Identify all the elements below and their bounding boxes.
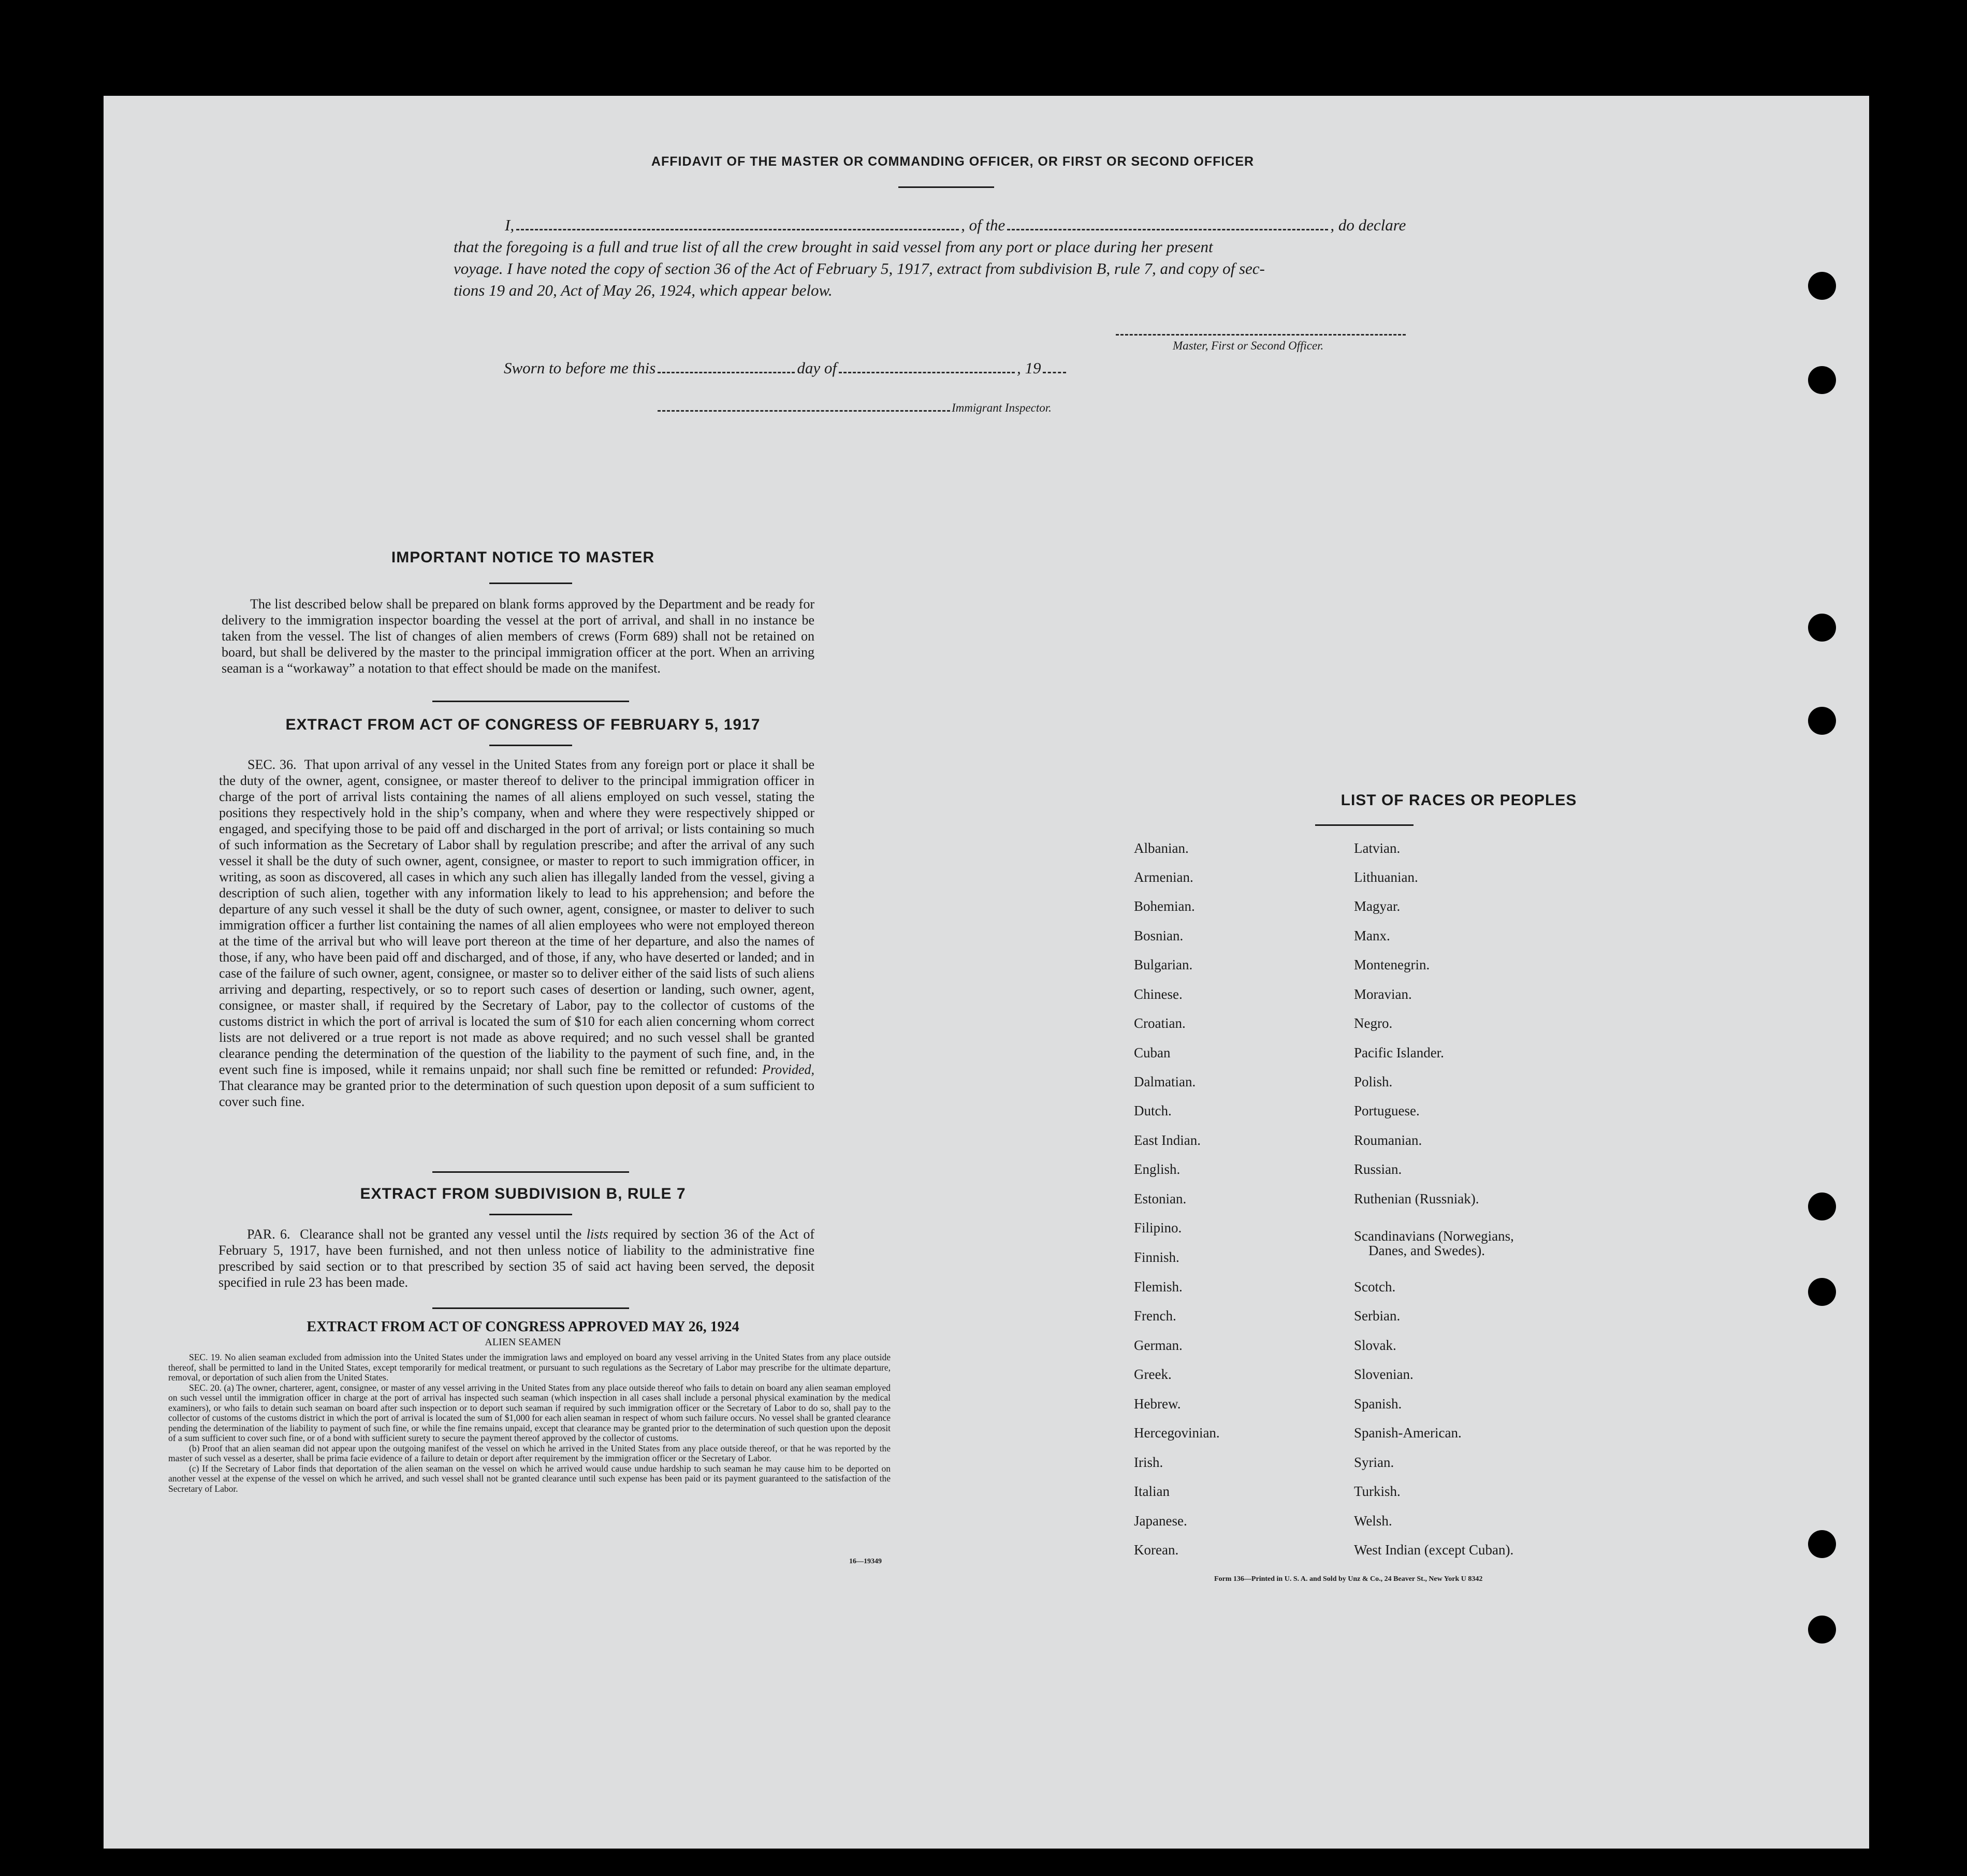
race-item: East Indian.	[1134, 1132, 1201, 1148]
provided-word: Provided,	[762, 1062, 814, 1077]
binder-hole	[1808, 1616, 1836, 1644]
affidavit-i: I,	[505, 216, 515, 234]
form-footer: Form 136—Printed in U. S. A. and Sold by Unz & Co., 24 Beaver St., New York U 8342	[1214, 1575, 1483, 1583]
notice-text	[222, 596, 814, 676]
race-item: Bohemian.	[1134, 898, 1195, 914]
sworn-day-blank[interactable]	[658, 372, 795, 373]
race-item: Latvian.	[1354, 840, 1401, 856]
race-item: Finnish.	[1134, 1249, 1179, 1265]
vessel-blank[interactable]	[1007, 229, 1328, 230]
race-item: Scotch.	[1354, 1279, 1396, 1295]
sworn-year-blank[interactable]	[1043, 372, 1066, 373]
race-item: Irish.	[1134, 1455, 1163, 1470]
race-item: Korean.	[1134, 1542, 1179, 1558]
races-title: LIST OF RACES OR PEOPLES	[1341, 792, 1577, 809]
race-item: Spanish-American.	[1354, 1425, 1462, 1441]
race-item: Bosnian.	[1134, 928, 1184, 943]
race-item: Italian	[1134, 1484, 1170, 1499]
race-item: Filipino.	[1134, 1220, 1182, 1235]
race-item: Spanish.	[1354, 1396, 1402, 1412]
race-item: Dutch.	[1134, 1103, 1172, 1118]
binder-hole	[1808, 1278, 1836, 1306]
inspector-signature-line[interactable]	[658, 410, 950, 412]
year-label: , 19	[1016, 359, 1041, 377]
race-item: Chinese.	[1134, 986, 1183, 1002]
extract-1924-title: EXTRACT FROM ACT OF CONGRESS APPROVED MAY 26, 1924	[307, 1319, 739, 1335]
day-of-label: day of	[797, 359, 837, 377]
officer-signature-line[interactable]	[1116, 334, 1406, 336]
race-item: Cuban	[1134, 1045, 1171, 1060]
race-item: Moravian.	[1354, 986, 1412, 1002]
race-item: Danes, and Swedes).	[1368, 1243, 1485, 1258]
affidavit-line2: that the foregoing is a full and true list of all the crew brought in said vessel from any port or place during her present	[454, 238, 1213, 256]
extract-1924-subtitle: ALIEN SEAMEN	[485, 1336, 561, 1348]
rule7-rule	[489, 1214, 572, 1215]
race-item: Polish.	[1354, 1074, 1393, 1089]
extract-1917-rule	[489, 745, 572, 746]
notice-text-body: The list described below shall be prepared on blank forms approved by the Department and be ready for delivery to the immigration inspector boarding the vessel at the port of arrival, and shall in no instance be taken from the vessel. The list of changes of alien members of crews (Form 689) shall not be retained on board, but shall be delivered by the master to the principal immigration officer at the port. When an arriving seaman is a “workaway” a notation to that effect should be made on the manifest.	[222, 597, 814, 676]
sec-20a-paragraph: SEC. 20. (a) The owner, charterer, agent, consignee, or master of any vessel arriving in the United States from any place outside thereof who fails to detain on board any alien seaman employed on such vessel until the immigration officer in charge at the port of arrival has inspected such seaman (which inspection in all cases shall include a personal physical examination by the medical examiners), or who fails to detain such seaman on board after such inspection or to deport such seaman if required by such immigration officer or the Secretary of Labor to do so, shall pay to the collector of customs of the customs district in which the port of arrival is located the sum of $1,000 for each alien seaman in respect of whom such failure occurs. No vessel shall be granted clearance pending the determination of the liability to payment of such fine, or while the fine remains unpaid, except that clearance may be granted prior to the determination of such question upon the deposit of a sum sufficient to cover such fine, or of a bond with sufficient surety to secure the payment thereof approved by the collector of customs.	[168, 1382, 891, 1443]
document-page	[104, 96, 1869, 1849]
race-item: Japanese.	[1134, 1513, 1187, 1529]
race-item: Armenian.	[1134, 869, 1193, 885]
notice-title: IMPORTANT NOTICE TO MASTER	[391, 549, 655, 566]
race-item: Bulgarian.	[1134, 957, 1193, 972]
extract-1917-text	[219, 757, 814, 1110]
race-item: Hercegovinian.	[1134, 1425, 1220, 1441]
race-item: Turkish.	[1354, 1484, 1401, 1499]
race-item: Slovenian.	[1354, 1366, 1414, 1382]
form-code: 16—19349	[849, 1558, 882, 1565]
race-item: Magyar.	[1354, 898, 1401, 914]
race-item: Ruthenian (Russniak).	[1354, 1191, 1479, 1206]
binder-hole	[1808, 366, 1836, 394]
affidavit-rule	[898, 186, 994, 188]
divider-2	[432, 1171, 629, 1173]
race-item: Portuguese.	[1354, 1103, 1420, 1118]
affidavit-line1	[505, 216, 1546, 235]
sec-36-body: That upon arrival of any vessel in the United States from any foreign port or place it shall be the duty of the owner, agent, consignee, or master thereof to deliver to the principal immigration officer in charge of the port of arrival lists containing the names of all aliens employed on such vessel, stating the positions they respectively hold in the ship’s company, when and where they were respectively shipped or engaged, and specifying those to be paid off and discharged in the port of arrival; or lists containing so much of such information as the Secretary of Labor shall by regulation prescribe; and after the arrival of any such vessel it shall be the duty of such owner, agent, consignee, or master to report to such immigration officer, in writing, as soon as discovered, all cases in which any such alien has illegally landed from the vessel, giving a description of such alien, together with any information likely to lead to his apprehension; and before the departure of any such vessel it shall be the duty of such owner, agent, consignee, or master to deliver to such immigration officer a further list containing the names of all alien employees who were not employed thereon at the time of the arrival but who will leave port thereon at the time of her departure, and also the names of those, if any, who have been paid off and discharged, and of those, if any, who have deserted or landed; and in case of the failure of such owner, agent, consignee, or master so to deliver either of the said lists of such aliens arriving and departing, respectively, or so to report such cases of desertion or landing, such owner, agent, consignee, or master shall, if required by the Secretary of Labor, pay to the collector of customs of the customs district in which the port of arrival is located the sum of $10 for each alien concerning whom correct lists are not delivered or a true report is not made as above required; and no such vessel shall be granted clearance pending the determination of the question of the liability to the payment of such fine, and, in the event such fine is imposed, while it remains unpaid; nor shall such fine be remitted or refunded:	[219, 757, 814, 1077]
divider-1	[432, 701, 629, 702]
divider-3	[432, 1307, 629, 1309]
race-item: Hebrew.	[1134, 1396, 1181, 1412]
race-item: Estonian.	[1134, 1191, 1187, 1206]
race-item: Flemish.	[1134, 1279, 1183, 1295]
par-6-label: PAR. 6.	[247, 1227, 290, 1242]
race-item: Dalmatian.	[1134, 1074, 1196, 1089]
sec-36-tail: That clearance may be granted prior to the determination of such question upon deposit of a sum sufficient to cover such fine.	[219, 1078, 814, 1109]
affidavit-do-declare: , do declare	[1330, 216, 1406, 234]
race-item: French.	[1134, 1308, 1176, 1324]
race-item: German.	[1134, 1337, 1183, 1353]
affidavit-title: AFFIDAVIT OF THE MASTER OR COMMANDING OFFICER, OR FIRST OR SECOND OFFICER	[651, 154, 1255, 169]
race-item: Roumanian.	[1354, 1132, 1422, 1148]
rule7-title: EXTRACT FROM SUBDIVISION B, RULE 7	[360, 1185, 686, 1202]
race-item: West Indian (except Cuban).	[1354, 1542, 1514, 1558]
extract-1924-text	[168, 1353, 891, 1494]
race-item: Croatian.	[1134, 1015, 1186, 1031]
race-item: Scandinavians (Norwegians,	[1354, 1228, 1514, 1244]
par-6-text-a: Clearance shall not be granted any vessel until the	[300, 1227, 582, 1242]
race-item: Lithuanian.	[1354, 869, 1418, 885]
race-item: Russian.	[1354, 1161, 1402, 1177]
race-item: English.	[1134, 1161, 1181, 1177]
binder-hole	[1808, 614, 1836, 642]
binder-hole	[1808, 707, 1836, 735]
race-item: Negro.	[1354, 1015, 1393, 1031]
sec-19-paragraph: SEC. 19. No alien seaman excluded from admission into the United States under the immigration laws and employed on board any vessel arriving in the United States from any place outside thereof, shall be permitted to land in the United States, except temporarily for medical treatment, or pursuant to such regulations as the Secretary of Labor may prescribe for the ultimate departure, removal, or deportation of such alien from the United States.	[168, 1352, 891, 1383]
rule7-text	[218, 1226, 814, 1290]
races-rule	[1315, 824, 1414, 826]
race-item: Syrian.	[1354, 1455, 1394, 1470]
race-item: Slovak.	[1354, 1337, 1396, 1353]
extract-1917-title: EXTRACT FROM ACT OF CONGRESS OF FEBRUARY 5, 1917	[285, 716, 761, 733]
race-item: Pacific Islander.	[1354, 1045, 1444, 1060]
race-item: Manx.	[1354, 928, 1390, 943]
par-6-text-b: required by section 36 of the Act of February 5, 1917, have been furnished, and not then unless notice of liability to the administrative fine prescribed by said section or to that prescribed by section 35 of said act having been served, the deposit specified in rule 23 has been made.	[218, 1227, 815, 1290]
affidavit-line3: voyage. I have noted the copy of section 36 of the Act of February 5, 1917, extract from subdivision B, rule 7, and copy of sec-	[454, 259, 1265, 278]
sec-20c-paragraph: (c) If the Secretary of Labor finds that deportation of the alien seaman on the vessel on which he arrived would cause undue hardship to such seaman he may cause him to be deported on another vessel at the expense of the vessel on which he arrived, and such vessel shall not be granted clearance until such expense has been paid or its payment guaranteed to the satisfaction of the Secretary of Labor.	[168, 1463, 891, 1494]
race-item: Montenegrin.	[1354, 957, 1430, 972]
sec-36-label: SEC. 36.	[247, 757, 297, 772]
affidavit-of-the: , of the	[961, 216, 1006, 234]
race-item: Greek.	[1134, 1366, 1172, 1382]
sec-20b-paragraph: (b) Proof that an alien seaman did not appear upon the outgoing manifest of the vessel on which he arrived in the United States from any place outside thereof, or that he was reported by the master of such vessel as a deserter, shall be prima facie evidence of a failure to detain or deport after requirement by the immigration officer or the Secretary of Labor.	[168, 1443, 891, 1463]
officer-caption: Master, First or Second Officer.	[1173, 339, 1324, 352]
binder-hole	[1808, 1193, 1836, 1220]
sworn-line	[504, 359, 1068, 377]
race-item: Albanian.	[1134, 840, 1189, 856]
binder-hole	[1808, 272, 1836, 300]
sworn-label: Sworn to before me this	[504, 359, 656, 377]
notice-rule	[489, 583, 572, 584]
name-blank[interactable]	[516, 229, 959, 230]
race-item: Serbian.	[1354, 1308, 1401, 1324]
lists-word: lists	[586, 1227, 608, 1242]
sworn-month-blank[interactable]	[839, 372, 1015, 373]
race-item: Welsh.	[1354, 1513, 1392, 1529]
inspector-caption: Immigrant Inspector.	[952, 401, 1052, 414]
affidavit-line4: tions 19 and 20, Act of May 26, 1924, which appear below.	[454, 281, 833, 299]
binder-hole	[1808, 1530, 1836, 1558]
